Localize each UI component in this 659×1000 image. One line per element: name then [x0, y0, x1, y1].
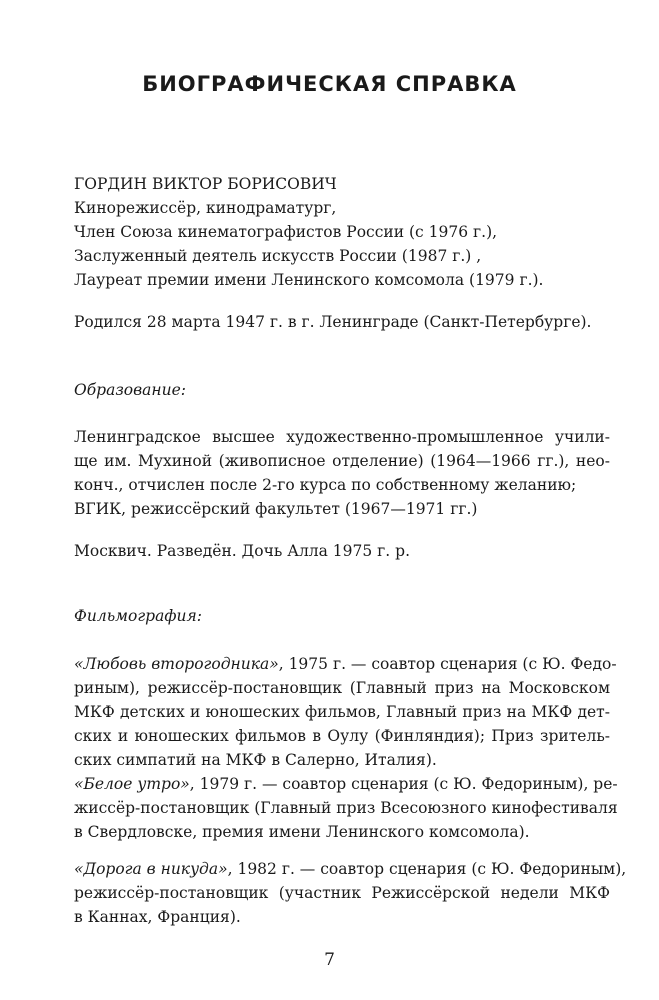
personal-text: Москвич. Разведён. Дочь Алла 1975 г. р. [74, 542, 410, 560]
header-line: Лауреат премии имени Ленинского комсомола (1979 г.). [74, 271, 544, 289]
header-line: Член Союза кинематографистов России (с 1976 г.), [74, 223, 498, 241]
birth-section [74, 310, 610, 334]
film-line: режиссёр-постановщик (участник Режиссёрской недели МКФ [74, 884, 610, 902]
education-heading: Образование: [74, 381, 186, 399]
header-line: Заслуженный деятель искусств России (1987 г.) , [74, 247, 482, 265]
header-line: Кинорежиссёр, кинодраматург, [74, 199, 337, 217]
film-line: ских и юношеских фильмов в Оулу (Финляндия); Приз зритель- [74, 727, 610, 745]
film-title: «Любовь второгодника» [74, 655, 279, 673]
film-first-line [74, 857, 627, 881]
education-heading-block [74, 378, 610, 402]
film-line: в Свердловске, премия имени Ленинского комсомола). [74, 823, 530, 841]
bio-header [74, 172, 610, 292]
education-line: конч., отчислен после 2-го курса по собственному желанию; [74, 476, 577, 494]
film-line: МКФ детских и юношеских фильмов, Главный приз на МКФ дет- [74, 703, 610, 721]
film-entry [74, 652, 617, 772]
filmography-heading-block [74, 604, 610, 628]
film-first-line [74, 772, 618, 796]
film-title: «Дорога в никуда» [74, 860, 228, 878]
film-line: жиссёр-постановщик (Главный приз Всесоюзного кинофестиваля [74, 799, 618, 817]
film-entry [74, 857, 627, 929]
film-line: в Каннах, Франция). [74, 908, 241, 926]
film-line: ских симпатий на МКФ в Салерно, Италия). [74, 751, 437, 769]
education-line: ВГИК, режиссёрский факультет (1967—1971 гг.) [74, 500, 478, 518]
film-entry [74, 772, 618, 844]
film-line: риным), режиссёр-постановщик (Главный приз на Московском [74, 679, 610, 697]
film-description: , 1979 г. — соавтор сценария (с Ю. Федориным), ре- [189, 775, 618, 793]
film-description: , 1975 г. — соавтор сценария (с Ю. Федо- [278, 655, 617, 673]
personal-section [74, 539, 610, 563]
birth-text: Родился 28 марта 1947 г. в г. Ленинграде (Санкт-Петербурге). [74, 313, 592, 331]
education-section [74, 425, 610, 521]
education-line: Ленинградское высшее художественно-промышленное учили- [74, 428, 610, 446]
filmography-heading: Фильмография: [74, 607, 202, 625]
education-line: ще им. Мухиной (живописное отделение) (1964—1966 гг.), нео- [74, 452, 610, 470]
film-description: , 1982 г. — соавтор сценария (с Ю. Федориным), [227, 860, 627, 878]
page-title: БИОГРАФИЧЕСКАЯ СПРАВКА [142, 72, 517, 96]
film-title: «Белое утро» [74, 775, 190, 793]
page-number: 7 [324, 950, 335, 970]
film-first-line [74, 652, 617, 676]
person-name: ГОРДИН ВИКТОР БОРИСОВИЧ [74, 175, 337, 193]
